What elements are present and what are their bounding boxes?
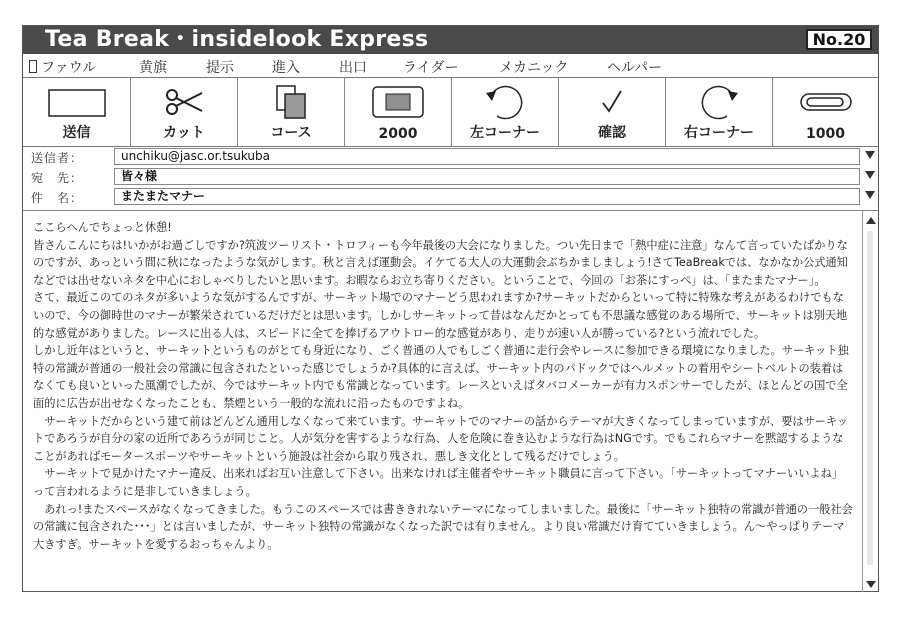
menu-item-file[interactable]: ファウル [29,57,96,77]
copy-pages-icon [238,84,344,120]
toolbar [23,78,878,147]
send-button[interactable]: 送信 [23,78,131,146]
body-paragraph: あれっ!またスペースがなくなってきました。もうこのスペースでは書ききれないテーマになってしまいました。最後に「サーキット独特の常識が普通の一般社会の常識に包含された･･･」とは言いましたが、サーキット独特の常識がなくなった訳では有りません。より良い常識だけ育てていきましょう。ん～やっぱりテーマ大きすぎ。サーキットを愛するおっちゃんより。 [33,502,853,551]
body-paragraph: さて、最近このてのネタが多いような気がするんですが、サーキット場でのマナーどう思われますか?サーキットだからといって特に特殊な考えがあるわけでもないので、今の御時世のマナーが繁栄されているだけだとは思います。しかしサーキットって昔はなんだかとっても不思議な感覚のある場所で、サーキットは別天地的な感覚がありました。レースに出る人は、スピードに全てを捧げるアウトロー的な感覚があり、走りが速い人が勝っている?という流れでした。 [33,291,848,340]
menu-item-rider[interactable]: ライダー [403,60,459,76]
title-bar [23,26,878,54]
chevron-down-icon[interactable] [865,191,875,199]
sender-field[interactable]: unchiku@jasc.or.tsukuba [114,148,860,165]
mail-window [22,25,879,592]
paperclip-icon [773,84,878,120]
paste-clipboard-icon [345,84,451,120]
subject-label: 件 名： [31,191,84,205]
right-corner-button[interactable]: 右コーナー [666,78,773,146]
window-title: Tea Break・insidelook Express [45,27,429,52]
menu-item-entry[interactable]: 進入 [272,60,300,76]
body-paragraph: サーキットで見かけたマナー違反、出来ればお互い注意して下さい。出来なければ主催者やサーキット職員に言って下さい。「サーキットってマナーいいよね」って言われるように是非していきましょう。 [33,467,843,498]
chevron-down-icon[interactable] [865,151,875,159]
menu-item-exit[interactable]: 出口 [339,60,367,76]
confirm-button[interactable]: 確認 [559,78,666,146]
check-icon [559,84,665,120]
message-text [33,219,853,553]
to-label: 宛 先： [31,171,84,185]
sender-label: 送信者： [31,151,84,165]
header-fields [23,146,878,206]
left-corner-button[interactable]: 左コーナー [452,78,559,146]
to-field[interactable]: 皆々様 [114,168,860,185]
to-row [23,167,878,186]
scroll-down-icon[interactable] [866,581,876,588]
undo-arrow-icon [452,84,558,120]
course-button[interactable]: コース [238,78,345,146]
menu-item-yellow-flag[interactable]: 黄旗 [139,60,167,76]
sender-row [23,147,878,166]
scissors-icon [131,84,237,120]
scroll-up-icon[interactable] [866,217,876,224]
body-paragraph: サーキットだからという建て前はどんどん通用しなくなって来ています。サーキットでのマナーの話からテーマが大きくなってしまっていますが、要はサーキットであろうが自分の家の近所であろうが同じこと。人が気分を害するような行為、人を危険に巻き込むような行為はNGです。でもこれらマナーを黙認するようなことがあればモータースポーツやサーキットという施設は社会から取り残され、悪しき文化として残るだけでしょう。 [33,414,849,463]
scroll-track[interactable] [867,231,873,565]
attach-1000-button[interactable]: 1000 [773,78,878,146]
subject-row [23,187,878,206]
menu-item-mechanic[interactable]: メカニック [499,60,569,76]
menu-bar [23,54,878,78]
subject-field[interactable]: またまたマナー [114,188,860,205]
chevron-down-icon[interactable] [865,171,875,179]
file-icon [29,60,37,73]
cut-button[interactable]: カット [131,78,238,146]
body-paragraph: 皆さんこんにちは!いかがお過ごしですか?筑波ツーリスト・トロフィーも今年最後の大会になりました。つい先日まで「熱中症に注意」なんて言っていたばかりなのですが、あっという間に秋になったような気がします。秋と言えば運動会。イケてる大人の大運動会ぶちかましましょう!さてTeaBreakでは、なかなか公式通知などでは出せないネタを中心におしゃべりしたいと思います。お暇ならお立ち寄りください。ということで、今回の「お茶にすっぺ」は、「またまたマナー」。 [33,238,848,287]
message-body[interactable] [23,210,878,592]
redo-arrow-icon [666,84,772,120]
issue-number-badge: No.20 [806,29,872,50]
body-paragraph: ここらへんでちょっと休憩! [33,221,172,234]
paste-2000-button[interactable]: 2000 [345,78,452,146]
body-paragraph: しかし近年はというと、サーキットというものがとても身近になり、ごく普通の人でもしごく普通に走行会やレースに参加できる環境になりました。サーキット独特の常識が普通の一般社会の常識に包含されたといった感じでしょうか?具体的に言えば、サーキット内のパドックではヘルメットの着用やシートベルトの装着はなくても良いといった風潮でしたが、今ではサーキット内でも常識となっています。レースといえばタバコメーカーが有力スポンサーでしたが、ほとんどの国で全面的に広告が出せなくなったことも、禁煙という一般的な流れに沿ったものですよね。 [33,344,849,410]
menu-item-present[interactable]: 提示 [206,60,234,76]
envelope-icon [23,84,130,120]
vertical-scrollbar[interactable] [862,211,878,592]
menu-item-helper[interactable]: ヘルパー [607,60,663,76]
